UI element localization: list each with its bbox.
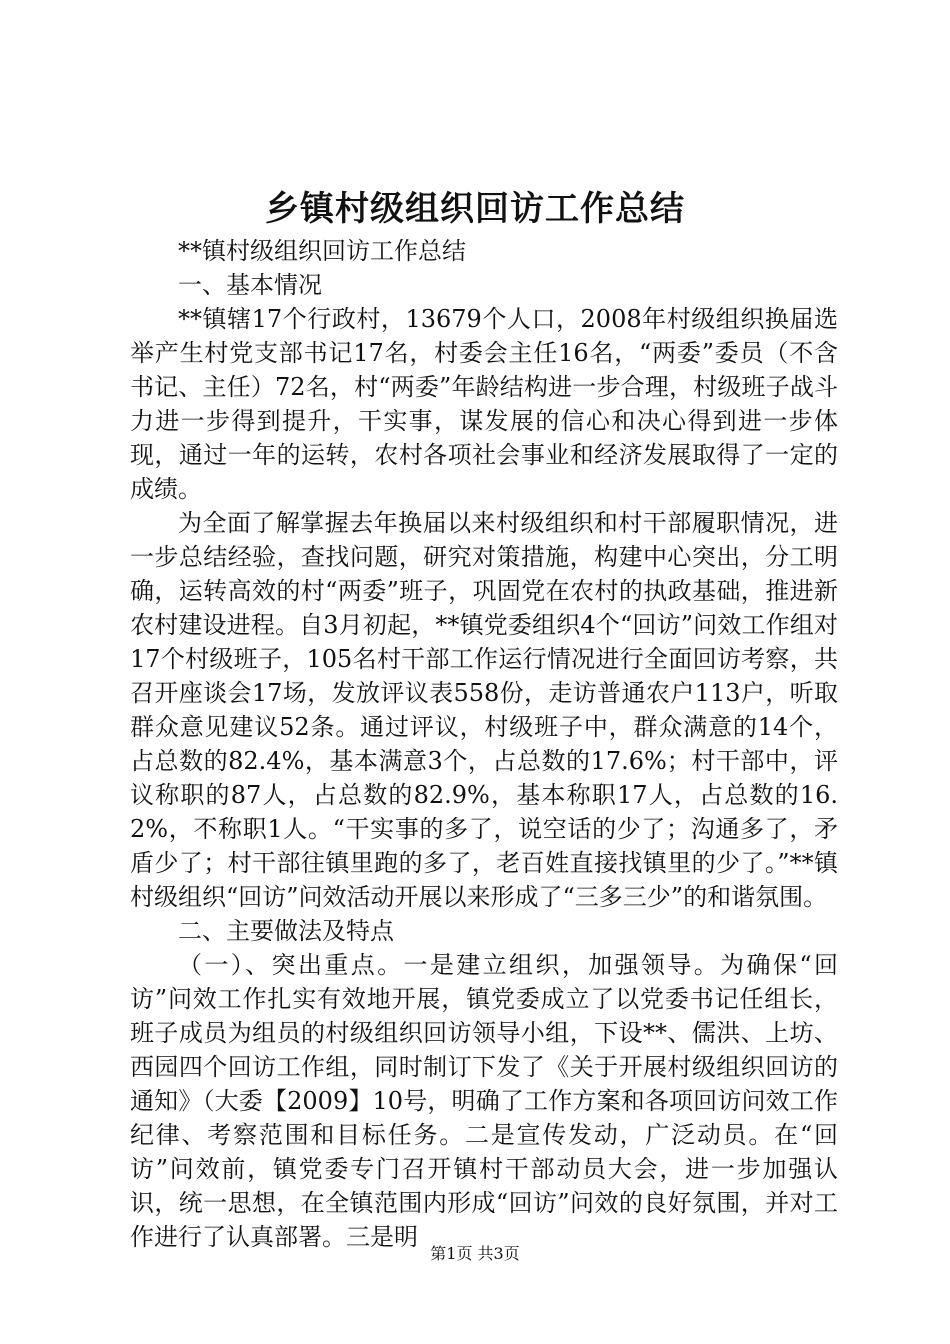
section-heading-main-practices: 二、主要做法及特点 <box>178 917 394 945</box>
paragraph-basic-situation: **镇辖17个行政村，13679个人口，2008年村级组织换届选举产生村党支部书记17名，村委会主任16名，“两委”委员（不含书记、主任）72名，村“两委”年龄结构进一步合理，村级班子战斗力进一步得到提升，干实事，谋发展的信心和决心得到进一步体现，通过一年的运转，农村各项社会事业和经济发展取得了一定的成绩。 <box>130 305 838 503</box>
document-title: 乡镇村级组织回访工作总结 <box>265 189 685 229</box>
paragraph-subtitle: **镇村级组织回访工作总结 <box>178 237 466 265</box>
paragraph-review-overview: 为全面了解掌握去年换届以来村级组织和村干部履职情况，进一步总结经验，查找问题，研究对策措施，构建中心突出，分工明确，运转高效的村“两委”班子，巩固党在农村的执政基础，推进新农村建设进程。自3月初起，**镇党委组织4个“回访”问效工作组对17个村级班子，105名村干部工作运行情况进行全面回访考察，共召开座谈会17场，发放评议表558份，走访普通农户113户，听取群众意见建议52条。通过评议，村级班子中，群众满意的14个，占总数的82.4%，基本满意3个，占总数的17.6%；村干部中，评议称职的87人，占总数的82.9%，基本称职17人，占总数的16.2%，不称职1人。“干实事的多了，说空话的少了；沟通多了，矛盾少了；村干部往镇里跑的多了，老百姓直接找镇里的少了。”**镇村级组织“回访”问效活动开展以来形成了“三多三少”的和谐氛围。 <box>130 509 838 911</box>
paragraph-highlight-priorities: （一）、突出重点。一是建立组织，加强领导。为确保“回访”问效工作扎实有效地开展，镇党委成立了以党委书记任组长，班子成员为组员的村级组织回访领导小组，下设**、儒洪、上坊、西园四个回访工作组，同时制订下发了《关于开展村级组织回访的通知》（大委【2009】10号，明确了工作方案和各项回访问效工作纪律、考察范围和目标任务。二是宣传发动，广泛动员。在“回访”问效前，镇党委专门召开镇村干部动员大会，进一步加强认识，统一思想，在全镇范围内形成“回访”问效的良好氛围，并对工作进行了认真部署。三是明 <box>130 951 838 1251</box>
document-body <box>130 234 838 1254</box>
page-number-footer: 第1页 共3页 <box>430 1244 520 1263</box>
section-heading-basic-situation: 一、基本情况 <box>178 271 322 299</box>
